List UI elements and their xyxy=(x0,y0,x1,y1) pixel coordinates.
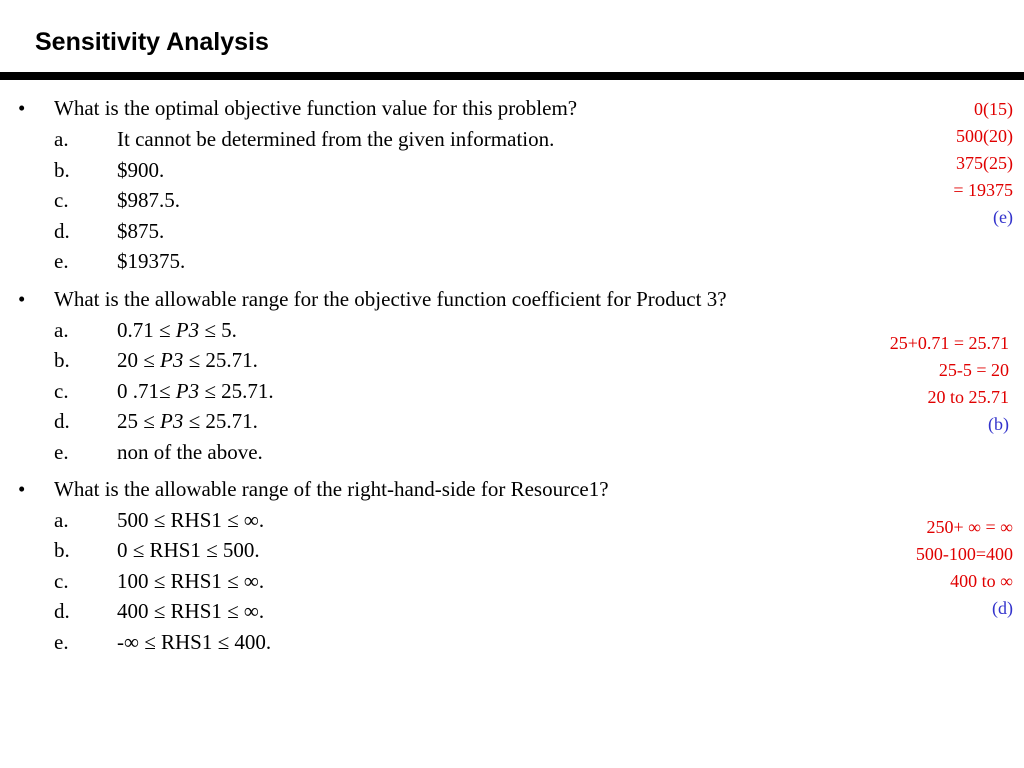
option-c xyxy=(0,379,860,403)
option-letter: b. xyxy=(54,538,70,562)
option-letter: d. xyxy=(54,409,70,433)
range-lower: 0.71 ≤ xyxy=(117,318,176,342)
work-line: = 19375 xyxy=(953,180,1013,200)
option-b xyxy=(0,348,860,372)
option-b xyxy=(0,538,860,562)
option-b xyxy=(0,158,860,182)
option-text xyxy=(117,409,258,433)
answer-label: (d) xyxy=(992,598,1013,618)
option-letter: e. xyxy=(54,440,69,464)
option-text: $987.5. xyxy=(117,188,180,212)
question-text: What is the allowable range for the objective function coefficient for Product 3? xyxy=(54,287,727,311)
working-notes-1 xyxy=(953,96,1013,231)
option-d xyxy=(0,219,860,243)
work-line: 500-100=400 xyxy=(915,544,1013,564)
work-line: 400 to ∞ xyxy=(950,571,1013,591)
work-line: 25-5 = 20 xyxy=(938,360,1009,380)
option-d xyxy=(0,409,860,433)
option-letter: a. xyxy=(54,508,69,532)
option-letter: b. xyxy=(54,348,70,372)
option-e xyxy=(0,630,860,654)
range-variable: P3 xyxy=(160,409,184,433)
option-a xyxy=(0,318,860,342)
option-text: $875. xyxy=(117,219,165,243)
option-letter: d. xyxy=(54,219,70,243)
range-variable: P3 xyxy=(160,348,184,372)
range-lower: 25 ≤ xyxy=(117,409,161,433)
option-letter: e. xyxy=(54,249,69,273)
option-text: 0 ≤ RHS1 ≤ 500. xyxy=(117,538,260,562)
range-upper: ≤ 5. xyxy=(199,318,237,342)
option-text xyxy=(117,318,237,342)
option-letter: c. xyxy=(54,379,69,403)
option-c xyxy=(0,569,860,593)
option-text: $19375. xyxy=(117,249,186,273)
option-a xyxy=(0,127,860,151)
range-lower: 20 ≤ xyxy=(117,348,161,372)
work-line: 20 to 25.71 xyxy=(927,387,1009,407)
working-notes-3 xyxy=(916,514,1013,622)
work-line: 250+ ∞ = ∞ xyxy=(926,517,1013,537)
question-text: What is the allowable range of the right-hand-side for Resource1? xyxy=(54,477,609,501)
option-e xyxy=(0,249,860,273)
option-letter: c. xyxy=(54,188,69,212)
work-line: 25+0.71 = 25.71 xyxy=(889,333,1009,353)
answer-label: (b) xyxy=(988,414,1009,434)
answer-label: (e) xyxy=(993,207,1013,227)
option-text: It cannot be determined from the given information. xyxy=(117,127,555,151)
range-variable: P3 xyxy=(175,318,200,342)
slide-title: Sensitivity Analysis xyxy=(35,28,269,56)
bullet: • xyxy=(18,477,26,501)
range-lower: 0 .71≤ xyxy=(117,379,176,403)
option-letter: c. xyxy=(54,569,69,593)
range-upper: ≤ 25.71. xyxy=(183,348,258,372)
option-text: non of the above. xyxy=(117,440,263,464)
work-line: 375(25) xyxy=(956,153,1013,173)
range-variable: P3 xyxy=(175,379,200,403)
work-line: 500(20) xyxy=(956,126,1013,146)
title-divider xyxy=(0,72,1024,80)
option-text: 100 ≤ RHS1 ≤ ∞. xyxy=(117,569,265,593)
option-text xyxy=(117,379,274,403)
option-letter: a. xyxy=(54,127,69,151)
option-text: 500 ≤ RHS1 ≤ ∞. xyxy=(117,508,265,532)
option-text xyxy=(117,348,258,372)
range-upper: ≤ 25.71. xyxy=(199,379,274,403)
option-a xyxy=(0,508,860,532)
range-upper: ≤ 25.71. xyxy=(183,409,258,433)
option-letter: e. xyxy=(54,630,69,654)
bullet: • xyxy=(18,287,26,311)
bullet: • xyxy=(18,96,26,120)
option-text: -∞ ≤ RHS1 ≤ 400. xyxy=(117,630,272,654)
option-letter: a. xyxy=(54,318,69,342)
option-letter: b. xyxy=(54,158,70,182)
option-text: 400 ≤ RHS1 ≤ ∞. xyxy=(117,599,265,623)
work-line: 0(15) xyxy=(974,99,1013,119)
working-notes-2 xyxy=(890,330,1009,438)
option-letter: d. xyxy=(54,599,70,623)
option-d xyxy=(0,599,860,623)
option-c xyxy=(0,188,860,212)
option-e xyxy=(0,440,860,464)
question-text: What is the optimal objective function value for this problem? xyxy=(54,96,578,120)
option-text: $900. xyxy=(117,158,165,182)
